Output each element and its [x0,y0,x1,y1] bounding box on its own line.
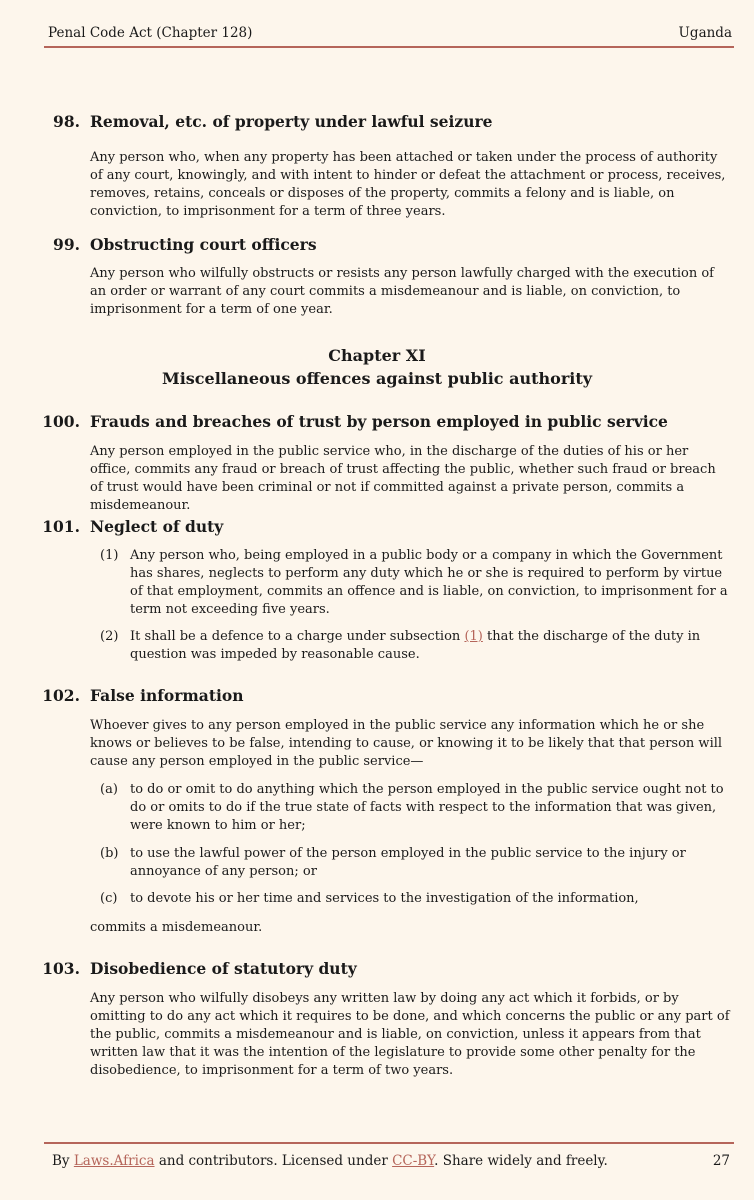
header-act-title: Penal Code Act (Chapter 128) [48,25,253,41]
section-title: Obstructing court officers [90,235,317,254]
header-rule [44,46,734,48]
section-103-heading [42,959,357,978]
section-title: Frauds and breaches of trust by person employed in public service [90,412,668,431]
paragraph-102-a [90,781,732,835]
page-header [48,22,732,44]
section-102-heading [42,686,244,705]
section-100-text: Any person employed in the public service who, in the discharge of the duties of his or her office, commits any fraud or breach of trust affecting the public, whether such fraud or breach of trust would have been criminal or not if committed against a private person, commits a misdemeanour. [90,444,716,513]
section-101-heading [42,517,224,536]
page-number: 27 [712,1153,730,1169]
paragraph-label: (a) [100,782,118,797]
paragraph-text: to do or omit to do anything which the person employed in the public service ought not to do or omits to do if the true state of facts with respect to the information that was given, were known to him or her; [130,782,724,833]
footer-license [52,1153,608,1169]
section-102-intro: Whoever gives to any person employed in the public service any information which he or she knows or believes to be false, intending to cause, or knowing it to be likely that that person will cause any person employed in the public service— [90,718,723,769]
section-number: 101. [42,517,80,536]
laws-africa-link[interactable]: Laws.Africa [73,1153,155,1169]
section-98-heading [53,112,493,131]
cc-by-link[interactable]: CC-BY [392,1153,435,1169]
section-99-heading [53,235,317,254]
subsection-label: (2) [100,629,119,644]
section-title: False information [90,686,244,705]
footer-by-text: By [52,1153,74,1169]
section-title: Neglect of duty [90,517,224,536]
subsection-text-before: It shall be a defence to a charge under subsection [130,629,465,644]
paragraph-102-b [90,845,732,881]
section-102-closing: commits a misdemeanour. [90,920,263,935]
paragraph-label: (b) [100,846,119,861]
footer-middle-text: and contributors. Licensed under [154,1153,393,1169]
subsection-1-link[interactable]: (1) [464,629,483,644]
subsection-text-after: that the discharge of the duty in question was impeded by reasonable cause. [130,629,701,662]
page-footer [52,1150,730,1172]
footer-end-text: . Share widely and freely. [434,1153,608,1169]
chapter-title: Miscellaneous offences against public authority [161,369,593,388]
section-100-heading [42,412,668,431]
header-country: Uganda [678,25,732,41]
section-number: 98. [53,112,80,131]
footer-rule [44,1142,734,1144]
section-99-text: Any person who wilfully obstructs or resists any person lawfully charged with the execution of an order or warrant of any court commits a misdemeanour and is liable, on conviction, to imprisonment for a term of one year. [90,266,714,317]
subsection-101-1 [90,547,732,619]
section-number: 103. [42,959,80,978]
paragraph-text: to use the lawful power of the person employed in the public service to the injury or annoyance of any person; or [130,846,686,879]
subsection-label: (1) [100,548,119,563]
subsection-text [130,628,732,664]
section-98-text: Any person who, when any property has been attached or taken under the process of authority of any court, knowingly, and with intent to hinder or defeat the attachment or process, receives, removes, retains, conceals or disposes of the property, commits a felony and is liable, on conviction, to imprisonment for a term of three years. [90,150,726,219]
section-number: 99. [53,235,80,254]
subsection-101-2 [90,628,732,664]
paragraph-label: (c) [100,891,118,906]
section-number: 100. [42,412,80,431]
paragraph-102-c [90,890,732,908]
chapter-number: Chapter XI [328,346,426,365]
subsection-text: Any person who, being employed in a public body or a company in which the Government has shares, neglects to perform any duty which he or she is required to perform by virtue of that employment, commits an offence and is liable, on conviction, to imprisonment for a term not exceeding five years. [130,548,728,617]
section-number: 102. [42,686,80,705]
section-103-text: Any person who wilfully disobeys any written law by doing any act which it forbids, or by omitting to do any act which it requires to be done, and which concerns the public or any part of the public, commits a misdemeanour and is liable, on conviction, unless it appears from that written law that it was the intention of the legislature to provide some other penalty for the disobedience, to imprisonment for a term of two years. [90,991,730,1078]
section-title: Disobedience of statutory duty [90,959,357,978]
section-title: Removal, etc. of property under lawful seizure [90,112,493,131]
paragraph-text: to devote his or her time and services to the investigation of the information, [130,891,639,906]
